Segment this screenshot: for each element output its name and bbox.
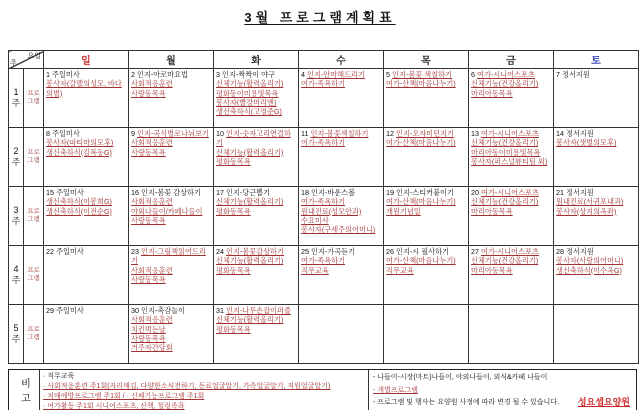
program-text: 원내진료(성모안과) [301, 206, 362, 216]
program-text: 생신축하식(이전순G) [46, 206, 112, 216]
program-text: 인지-아로마요법 [137, 70, 188, 79]
program-text: 평화동목욕 [216, 157, 251, 167]
program-text: 여가-족욕하기 [301, 138, 346, 148]
day-cell [214, 246, 299, 305]
program-line [556, 256, 637, 265]
program-text: 수요미사 [301, 216, 329, 226]
program-text: 사회적응훈련 [131, 265, 173, 275]
program-line [216, 256, 297, 265]
program-text: 여가-산책(마음나누기) [386, 79, 456, 89]
note-text: - 개별프로그램 [373, 386, 418, 394]
week-suffix: 주 [11, 275, 21, 285]
day-cell [299, 246, 384, 305]
program-text: 신체기능(활력올리기) [216, 79, 284, 89]
day-number: 17 [216, 188, 224, 197]
program-text: 개원기념일 [386, 206, 421, 216]
program-text: 사랑동목욕 [131, 216, 166, 226]
program-text: 봉사자(파티마의모후) [46, 138, 114, 148]
program-line [46, 129, 127, 138]
day-number: 14 [556, 129, 564, 138]
day-header-mon: 월 [129, 51, 214, 69]
program-line [216, 207, 297, 216]
program-line [386, 266, 467, 275]
day-cell [44, 69, 129, 128]
program-line [46, 148, 127, 157]
program-text: 마리아동목욕 [471, 206, 513, 216]
program-line [46, 247, 127, 256]
day-cell [214, 69, 299, 128]
program-line [556, 247, 637, 256]
day-cell [299, 128, 384, 187]
program-line [131, 275, 212, 284]
day-cell [129, 69, 214, 128]
day-number: 29 [46, 306, 54, 315]
day-header-fri: 금 [469, 51, 554, 69]
note-text: · 사회적응훈련 주1회(자리매김, 다양한소식전하기, 동료얼굴알기, 가족얼굴알기, 직원얼굴알기) [43, 383, 331, 391]
program-text: 인지-바운스볼 [311, 188, 356, 197]
week-number [9, 305, 24, 364]
program-text: 주일미사 [56, 306, 84, 315]
program-text: 봉사자(샛별의모후) [556, 138, 617, 148]
program-text: 정서지원 [566, 247, 594, 256]
day-number: 22 [46, 247, 54, 256]
day-number: 6 [471, 70, 475, 79]
day-cell [554, 128, 639, 187]
corner-day-label: 요일 [27, 53, 41, 60]
program-text: 여가-시니어스포츠 [481, 188, 539, 197]
schedule-table [8, 50, 639, 364]
program-text: 사랑동목욕 [131, 147, 166, 157]
program-text: 여가-시니어스포츠 [481, 247, 539, 256]
day-cell [44, 305, 129, 364]
program-line [471, 138, 552, 147]
program-line [131, 89, 212, 98]
program-line [471, 148, 552, 157]
week-row-1 [9, 69, 639, 128]
week-row-4 [9, 246, 639, 305]
day-cell [44, 246, 129, 305]
program-line [386, 70, 467, 79]
program-text: 평화동목욕 [216, 265, 251, 275]
program-column-label: 프로그램 [24, 128, 44, 187]
note-text: - 나들이-시장(마트)나들이, 야외나들이, 외식&카페 나들이 [373, 374, 548, 381]
week-number-value: 5 [13, 323, 19, 334]
program-line [216, 107, 297, 116]
program-text: 봉사자(사랑의어머니) [556, 256, 624, 266]
week-number [9, 187, 24, 246]
program-line [46, 306, 127, 315]
program-text: 치킨먹는날 [131, 324, 166, 334]
program-line [556, 138, 637, 147]
program-text: 인지-스티커붙이기 [396, 188, 454, 197]
week-number-value: 3 [13, 205, 19, 216]
program-text: 신체기능(활력올리기) [216, 315, 284, 325]
program-text: 주일미사 [56, 188, 84, 197]
program-text: 신체기능(건강올리기) [471, 256, 539, 266]
program-line [131, 197, 212, 206]
program-column-label: 프로그램 [24, 305, 44, 364]
program-text: 평화동목욕 [216, 206, 251, 216]
program-column-label: 프로그램 [24, 69, 44, 128]
notes-label: 비고 [9, 370, 40, 410]
program-line [131, 188, 212, 197]
day-cell [214, 305, 299, 364]
day-number: 15 [46, 188, 54, 197]
day-number: 20 [471, 188, 479, 197]
program-text: 인지-안마해드리기 [307, 70, 365, 79]
day-cell [384, 305, 469, 364]
program-line [386, 129, 467, 138]
day-cell [469, 128, 554, 187]
day-number: 3 [216, 70, 220, 79]
day-cell [129, 128, 214, 187]
program-line [301, 256, 382, 265]
program-line [131, 70, 212, 79]
program-line [556, 197, 637, 206]
day-cell [299, 305, 384, 364]
week-number-value: 2 [13, 146, 19, 157]
day-number: 19 [386, 188, 394, 197]
program-line [301, 247, 382, 256]
program-line [216, 188, 297, 197]
program-text: 사랑동목욕 [131, 334, 166, 344]
note-text: · 치매예방프로그램 주1회 / · 신체기능프로그램 주1회 [43, 393, 205, 401]
program-text: 사회적응훈련 [131, 315, 173, 325]
program-line [301, 138, 382, 147]
program-text: 주일미사 [52, 129, 80, 138]
program-line [131, 138, 212, 147]
day-header-wed: 수 [299, 51, 384, 69]
program-text: 거주자간담회 [131, 343, 173, 353]
day-cell [469, 305, 554, 364]
program-line [216, 89, 297, 98]
program-text: 봉사자(갈멜의성모, 바다의별) [46, 79, 122, 98]
program-line [131, 247, 212, 266]
day-number: 7 [556, 70, 560, 79]
day-number: 1 [46, 70, 50, 79]
note-line [373, 372, 632, 385]
program-text: 인지-봄꽃 감상하기 [141, 188, 201, 197]
program-text: 직무교육 [386, 265, 414, 275]
header-row [9, 51, 639, 69]
note-text: - 프로그램 및 행사는 요양원 사정에 따라 변경 될 수 있습니다. [373, 399, 560, 407]
program-line [301, 79, 382, 88]
program-line [46, 138, 127, 147]
program-text: 봉사자(빨강머리앤) [216, 98, 277, 108]
program-text: 정서지원 [566, 188, 594, 197]
program-line [471, 256, 552, 265]
day-cell [299, 69, 384, 128]
program-line [216, 157, 297, 166]
program-text: 인지-짝짝이 야구 [222, 70, 275, 79]
day-header-sat: 토 [554, 51, 639, 69]
program-text: 신체기능(활력올리기) [216, 147, 284, 157]
day-number: 23 [131, 247, 139, 256]
program-text: 인지-봄꽃감상하기 [226, 247, 284, 256]
program-line [216, 266, 297, 275]
day-header-tue: 화 [214, 51, 299, 69]
program-line [46, 197, 127, 206]
program-text: 평화동이미용및목욕 [216, 88, 279, 98]
program-text: 봉사자(상지의옥좌) [556, 206, 617, 216]
day-cell [384, 246, 469, 305]
week-number [9, 69, 24, 128]
program-text: 생신축하식(고영준G) [216, 107, 282, 117]
note-text: · 여가활동 주1회 시니어스포츠, 산책, 힐링족욕 [43, 403, 185, 410]
program-line [131, 207, 212, 216]
program-text: 사랑동목욕 [131, 275, 166, 285]
week-suffix: 주 [11, 216, 21, 226]
program-line [216, 325, 297, 334]
day-cell [129, 305, 214, 364]
program-line [471, 247, 552, 256]
day-header-sun: 일 [44, 51, 129, 69]
week-number-value: 1 [13, 87, 19, 98]
program-text: 인지-시 필사하기 [396, 247, 449, 256]
program-line [131, 216, 212, 225]
day-number: 2 [131, 70, 135, 79]
program-line [216, 197, 297, 206]
program-line [216, 98, 297, 107]
week-number [9, 246, 24, 305]
day-number: 26 [386, 247, 394, 256]
day-cell [44, 128, 129, 187]
week-suffix: 주 [11, 334, 21, 344]
week-row-5 [9, 305, 639, 364]
program-line [471, 157, 552, 166]
day-number: 13 [471, 129, 479, 138]
day-number: 16 [131, 188, 139, 197]
program-text: 봉사자(퍼스널뷰티팀 외) [471, 157, 548, 167]
program-text: 사회적응훈련 [131, 138, 173, 148]
program-text: 신체기능(건강올리기) [471, 79, 539, 89]
program-line [471, 188, 552, 197]
program-line [471, 89, 552, 98]
program-line [386, 256, 467, 265]
program-line [131, 306, 212, 315]
day-number: 8 [46, 129, 50, 138]
program-text: 여가-족욕하기 [301, 79, 346, 89]
program-line [301, 207, 382, 216]
program-text: 여가-산책(마음나누기) [386, 197, 456, 207]
day-cell [469, 187, 554, 246]
program-text: 인지-봄꽃 색칠하기 [392, 70, 452, 79]
note-line [43, 372, 365, 382]
page-title: 3월 프로그램계획표 [244, 10, 396, 25]
program-text: 인지-촉감놀이 [141, 306, 186, 315]
program-line [131, 148, 212, 157]
corner-week-label: 주 [10, 60, 17, 67]
day-number: 25 [301, 247, 309, 256]
day-number: 24 [216, 247, 224, 256]
day-cell [129, 246, 214, 305]
day-cell [554, 246, 639, 305]
week-number [9, 128, 24, 187]
day-cell [554, 69, 639, 128]
week-suffix: 주 [11, 157, 21, 167]
program-text: 여가-산책(마음나누기) [386, 138, 456, 148]
program-line [386, 207, 467, 216]
program-line [46, 79, 127, 98]
day-number: 27 [471, 247, 479, 256]
day-cell [44, 187, 129, 246]
program-line [471, 197, 552, 206]
program-line [471, 79, 552, 88]
program-text: 인지-당근뽑기 [226, 188, 271, 197]
program-text: 인지-봄꽃색칠하기 [310, 129, 369, 138]
program-line [301, 225, 382, 234]
day-cell [214, 128, 299, 187]
day-number: 10 [216, 129, 224, 138]
program-column-label: 프로그램 [24, 187, 44, 246]
program-text: 신체기능(활력올리기) [216, 256, 284, 266]
day-number: 28 [556, 247, 564, 256]
day-header-thu: 목 [384, 51, 469, 69]
day-cell [384, 69, 469, 128]
program-line [216, 129, 297, 148]
day-number: 21 [556, 188, 564, 197]
program-text: 신체기능(건강올리기) [471, 197, 539, 207]
program-line [301, 188, 382, 197]
program-text: 인지-가곡듣기 [311, 247, 356, 256]
program-line [46, 70, 127, 79]
program-text: 마리아동목욕 [471, 265, 513, 275]
program-text: 직무교육 [301, 265, 329, 275]
program-text: 마리아동이미용및목욕 [471, 147, 541, 157]
day-number: 9 [131, 129, 135, 138]
program-line [556, 129, 637, 138]
program-text: 생신축하식(이수옥G) [556, 265, 622, 275]
day-number: 5 [386, 70, 390, 79]
program-text: 인지-숫자고리연결하기 [216, 129, 291, 148]
program-line [301, 216, 382, 225]
day-number: 30 [131, 306, 139, 315]
program-text: 사회적응훈련 [131, 79, 173, 89]
day-cell [554, 305, 639, 364]
program-text: 생신축하식(이봉희G) [46, 197, 112, 207]
program-line [301, 129, 382, 138]
program-text: 마리아동목욕 [471, 88, 513, 98]
week-row-3 [9, 187, 639, 246]
program-text: 인지-곡식별로나눠보기 [137, 129, 209, 138]
program-text: 사랑동목욕 [131, 88, 166, 98]
program-line [131, 334, 212, 343]
day-number: 18 [301, 188, 309, 197]
note-line [43, 382, 365, 392]
week-number-value: 4 [13, 264, 19, 275]
program-text: 여가-족욕하기 [301, 256, 346, 266]
day-cell [384, 128, 469, 187]
program-line [301, 70, 382, 79]
program-line [216, 79, 297, 88]
program-line [556, 188, 637, 197]
week-suffix: 주 [11, 98, 21, 108]
day-number: 12 [386, 129, 394, 138]
program-line [471, 129, 552, 138]
program-text: 여가-시니어스포츠 [477, 70, 535, 79]
program-line [386, 138, 467, 147]
program-line [131, 315, 212, 324]
program-text: 인지-나무손잡이퍼즐 [226, 306, 291, 315]
note-line [43, 402, 365, 410]
program-line [386, 79, 467, 88]
week-row-2 [9, 128, 639, 187]
program-text: 원내진료(서귀포내과) [556, 197, 624, 207]
program-text: 주일미사 [56, 247, 84, 256]
program-text: 봉사자(구세주의어머니) [301, 225, 376, 235]
notes-left-column [40, 370, 369, 410]
program-line [131, 129, 212, 138]
program-line [556, 70, 637, 79]
day-cell [129, 187, 214, 246]
day-cell [469, 246, 554, 305]
program-text: 야외나들이/카페나들이 [131, 206, 203, 216]
day-cell [554, 187, 639, 246]
day-cell [469, 69, 554, 128]
program-line [46, 207, 127, 216]
program-text: 여가-산책(마음나누기) [386, 256, 456, 266]
day-number: 31 [216, 306, 224, 315]
program-line [216, 315, 297, 324]
program-line [386, 247, 467, 256]
day-cell [384, 187, 469, 246]
program-line [216, 247, 297, 256]
program-line [301, 266, 382, 275]
program-line [471, 207, 552, 216]
program-line [386, 188, 467, 197]
day-number: 4 [301, 70, 305, 79]
program-line [301, 197, 382, 206]
program-line [216, 70, 297, 79]
day-number: 11 [301, 129, 309, 138]
program-text: 신체기능(건강올리기) [471, 138, 539, 148]
program-line [131, 79, 212, 88]
day-cell [299, 187, 384, 246]
program-text: 주일미사 [52, 70, 80, 79]
program-text: 인지-그림책읽어드리기 [131, 247, 206, 266]
note-text: · 직무교육 [43, 373, 75, 380]
program-text: 인지-오자미던지기 [396, 129, 454, 138]
corner-cell [9, 51, 44, 69]
note-line [43, 392, 365, 402]
program-line [46, 188, 127, 197]
program-text: 신체기능(활력올리기) [216, 197, 284, 207]
program-line [216, 306, 297, 315]
program-line [216, 148, 297, 157]
program-text: 사회적응훈련 [131, 197, 173, 207]
program-text: 정서지원 [562, 70, 590, 79]
program-line [386, 197, 467, 206]
program-text: 여가-시니어스포츠 [481, 129, 539, 138]
program-line [131, 343, 212, 352]
program-line [556, 266, 637, 275]
org-name: 성요셉요양원 [577, 397, 630, 407]
program-text: 평화동목욕 [216, 324, 251, 334]
program-line [556, 207, 637, 216]
program-line [471, 266, 552, 275]
notes-section [8, 369, 637, 410]
program-line [131, 325, 212, 334]
day-cell [214, 187, 299, 246]
program-text: 정서지원 [566, 129, 594, 138]
program-text: 생신축하식(김복동G) [46, 147, 112, 157]
program-text: 여가-족욕하기 [301, 197, 346, 207]
program-column-label: 프로그램 [24, 246, 44, 305]
program-line [131, 266, 212, 275]
program-line [471, 70, 552, 79]
